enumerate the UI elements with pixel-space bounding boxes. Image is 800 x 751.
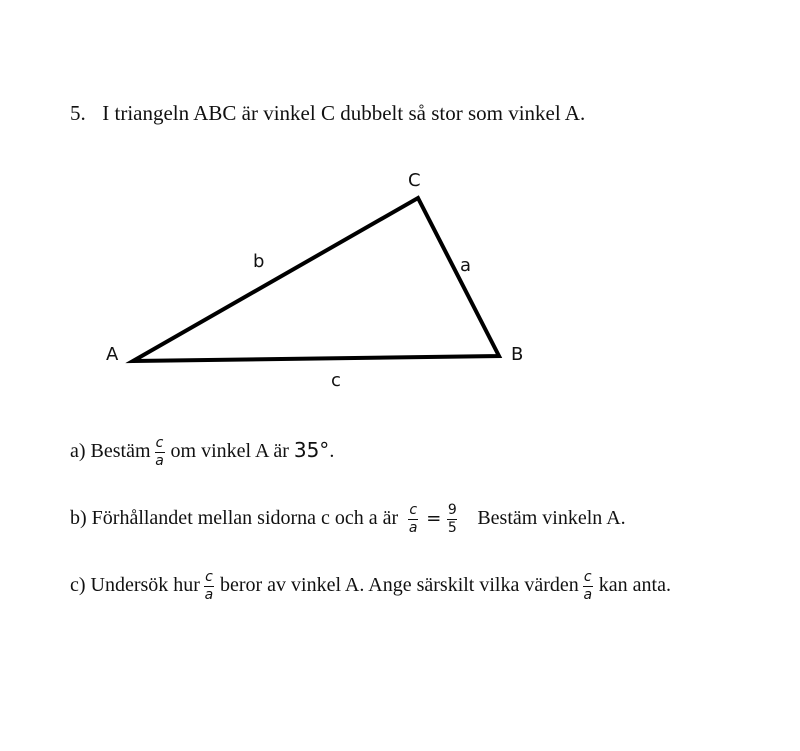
part-c bbox=[70, 570, 671, 603]
fraction-9-over-5: $\frac{9}{5}$ bbox=[447, 502, 457, 536]
part-a-prefix: a) Bestäm bbox=[70, 440, 151, 463]
fraction-c-over-a: $\frac{c}{a}$ bbox=[583, 569, 593, 603]
part-a bbox=[70, 436, 334, 469]
side-label-c: c bbox=[331, 370, 341, 391]
problem-number: 5. bbox=[70, 101, 86, 125]
part-a-suffix: . bbox=[329, 440, 335, 463]
part-b-suffix: Bestäm vinkeln A. bbox=[477, 507, 626, 530]
angle-value: 35° bbox=[293, 438, 330, 463]
vertex-label-b: B bbox=[511, 344, 524, 365]
part-c-suffix: kan anta. bbox=[598, 574, 671, 597]
problem-text: I triangeln ABC är vinkel C dubbelt så stor som vinkel A. bbox=[102, 101, 586, 125]
side-label-b: b bbox=[253, 251, 265, 272]
part-c-middle: beror av vinkel A. Ange särskilt vilka värden bbox=[219, 574, 579, 597]
fraction-c-over-a: $\frac{c}{a}$ bbox=[155, 435, 164, 469]
triangle-abc bbox=[133, 198, 499, 361]
vertex-label-a: A bbox=[106, 344, 119, 365]
part-b bbox=[70, 503, 626, 536]
part-b-prefix: b) Förhållandet mellan sidorna c och a är bbox=[70, 507, 399, 530]
vertex-label-c: C bbox=[408, 170, 421, 191]
equals-sign: = bbox=[426, 508, 442, 530]
fraction-c-over-a: $\frac{c}{a}$ bbox=[204, 569, 214, 603]
part-c-prefix: c) Undersök hur bbox=[70, 574, 200, 597]
part-a-middle: om vinkel A är bbox=[170, 440, 289, 463]
fraction-c-over-a: $\frac{c}{a}$ bbox=[408, 502, 418, 536]
side-label-a: a bbox=[460, 255, 472, 276]
